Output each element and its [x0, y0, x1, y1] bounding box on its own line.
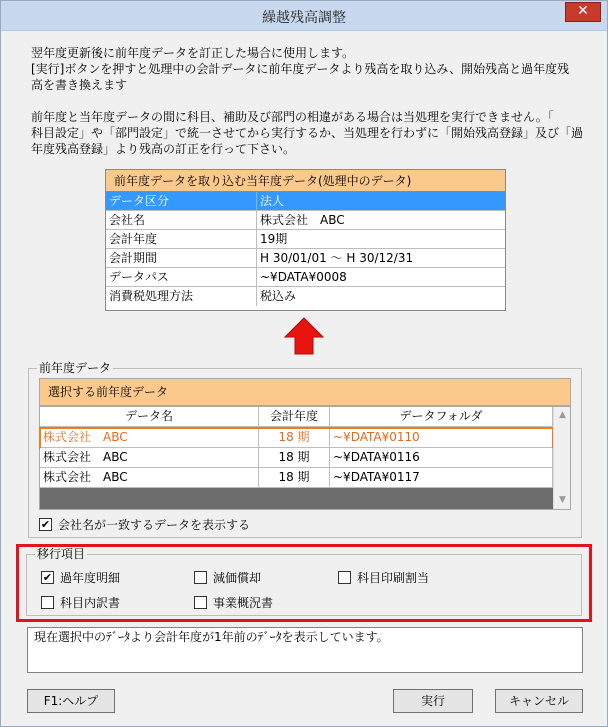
previous-data-grid[interactable] — [39, 406, 571, 510]
row-year: 18 期 — [259, 448, 330, 467]
current-data-label: 会計年度 — [106, 230, 257, 248]
previous-data-group-label: 前年度データ — [39, 361, 112, 375]
checkbox-box[interactable] — [194, 596, 207, 609]
checkbox-account-print-allocation[interactable] — [338, 569, 429, 586]
move-items-group-label: 移行項目 — [37, 547, 86, 561]
row-name: 株式会社 ABC — [40, 468, 259, 487]
current-data-value: 19期 — [260, 232, 288, 246]
run-button[interactable]: 実行 — [393, 689, 473, 713]
column-header-folder[interactable]: データフォルダ — [330, 407, 553, 426]
checkbox-label: 過年度明細 — [60, 571, 121, 585]
current-data-value: 法人 — [260, 194, 285, 208]
filter-company-label: 会社名が一致するデータを表示する — [58, 518, 251, 532]
filter-company-checkbox[interactable] — [39, 516, 250, 533]
current-data-table — [105, 169, 506, 311]
checkbox-box[interactable] — [194, 571, 207, 584]
current-data-label: 消費税処理方法 — [106, 287, 257, 306]
previous-data-header: 選択する前年度データ — [39, 378, 571, 406]
checkbox-box[interactable] — [338, 571, 351, 584]
current-data-value: 株式会社 ABC — [260, 213, 345, 227]
current-data-row[interactable] — [106, 249, 505, 268]
description-paragraph-1: 翌年度更新後に前年度データを訂正した場合に使用します。 [実行]ボタンを押すと処理中の会計データに前年度データより残高を取り込み、開始残高と過年度残 高を書き換えます — [31, 46, 570, 92]
current-data-row[interactable] — [106, 268, 505, 287]
checkbox-label: 事業概況書 — [213, 596, 274, 610]
current-data-value: ~¥DATA¥0008 — [260, 270, 347, 284]
current-data-label: データパス — [106, 268, 257, 286]
scroll-up-icon[interactable]: ▲ — [559, 410, 566, 420]
row-year: 18 期 — [259, 428, 330, 447]
checkbox-label: 減価償却 — [213, 571, 262, 585]
scroll-down-icon[interactable]: ▼ — [559, 495, 566, 505]
current-data-value: H 30/01/01 〜 H 30/12/31 — [260, 251, 414, 265]
window-title: 繰越残高調整 — [262, 10, 346, 26]
vertical-scrollbar[interactable] — [553, 407, 570, 509]
cancel-button[interactable]: キャンセル — [495, 689, 583, 713]
current-data-value: 税込み — [260, 289, 297, 303]
row-folder: ~¥DATA¥0110 — [330, 428, 553, 447]
checkbox-business-overview[interactable] — [194, 594, 273, 611]
status-message: 現在選択中のﾃﾞｰﾀより会計年度が1年前のﾃﾞｰﾀを表示しています。 — [27, 627, 583, 673]
row-name: 株式会社 ABC — [40, 448, 259, 467]
checkbox-box[interactable] — [41, 571, 54, 584]
checkbox-account-breakdown[interactable] — [41, 594, 120, 611]
help-button[interactable]: F1:ヘルプ — [27, 689, 115, 713]
current-data-label: 会社名 — [106, 211, 257, 229]
close-button[interactable] — [565, 2, 601, 22]
checkbox-box[interactable] — [39, 518, 52, 531]
close-icon: ✕ — [577, 3, 589, 19]
current-data-row[interactable] — [106, 287, 505, 306]
current-data-header: 前年度データを取り込む当年度データ(処理中のデータ) — [106, 170, 505, 192]
table-row[interactable] — [40, 448, 553, 468]
column-header-name[interactable]: データ名 — [40, 407, 259, 426]
description-paragraph-2: 前年度と当年度データの間に科目、補助及び部門の相違がある場合は当処理を実行できません。「 科目設定」や「部門設定」で統一させてから実行するか、当処理を行わずに「開始残高登録」及び「過 年度残高登録」より残高の訂正を行って下さい。 — [31, 110, 584, 156]
checkbox-label: 科目内訳書 — [60, 596, 121, 610]
up-arrow-icon — [284, 317, 324, 355]
current-data-label: 会計期間 — [106, 249, 257, 267]
row-year: 18 期 — [259, 468, 330, 487]
table-row[interactable] — [40, 428, 553, 448]
checkbox-depreciation[interactable] — [194, 569, 261, 586]
current-data-row[interactable] — [106, 192, 505, 211]
column-header-year[interactable]: 会計年度 — [259, 407, 330, 426]
checkbox-past-year-details[interactable] — [41, 569, 120, 586]
description-text — [31, 45, 591, 157]
row-folder: ~¥DATA¥0117 — [330, 468, 553, 487]
table-row[interactable] — [40, 468, 553, 488]
row-folder: ~¥DATA¥0116 — [330, 448, 553, 467]
title-bar[interactable] — [1, 1, 607, 31]
current-data-row[interactable] — [106, 230, 505, 249]
current-data-label: データ区分 — [106, 192, 257, 210]
check-icon: ✔ — [42, 571, 53, 584]
row-name: 株式会社 ABC — [40, 428, 259, 447]
checkbox-box[interactable] — [41, 596, 54, 609]
check-icon: ✔ — [40, 518, 51, 531]
current-data-row[interactable] — [106, 211, 505, 230]
grid-header — [40, 407, 553, 427]
checkbox-label: 科目印刷割当 — [357, 571, 430, 585]
